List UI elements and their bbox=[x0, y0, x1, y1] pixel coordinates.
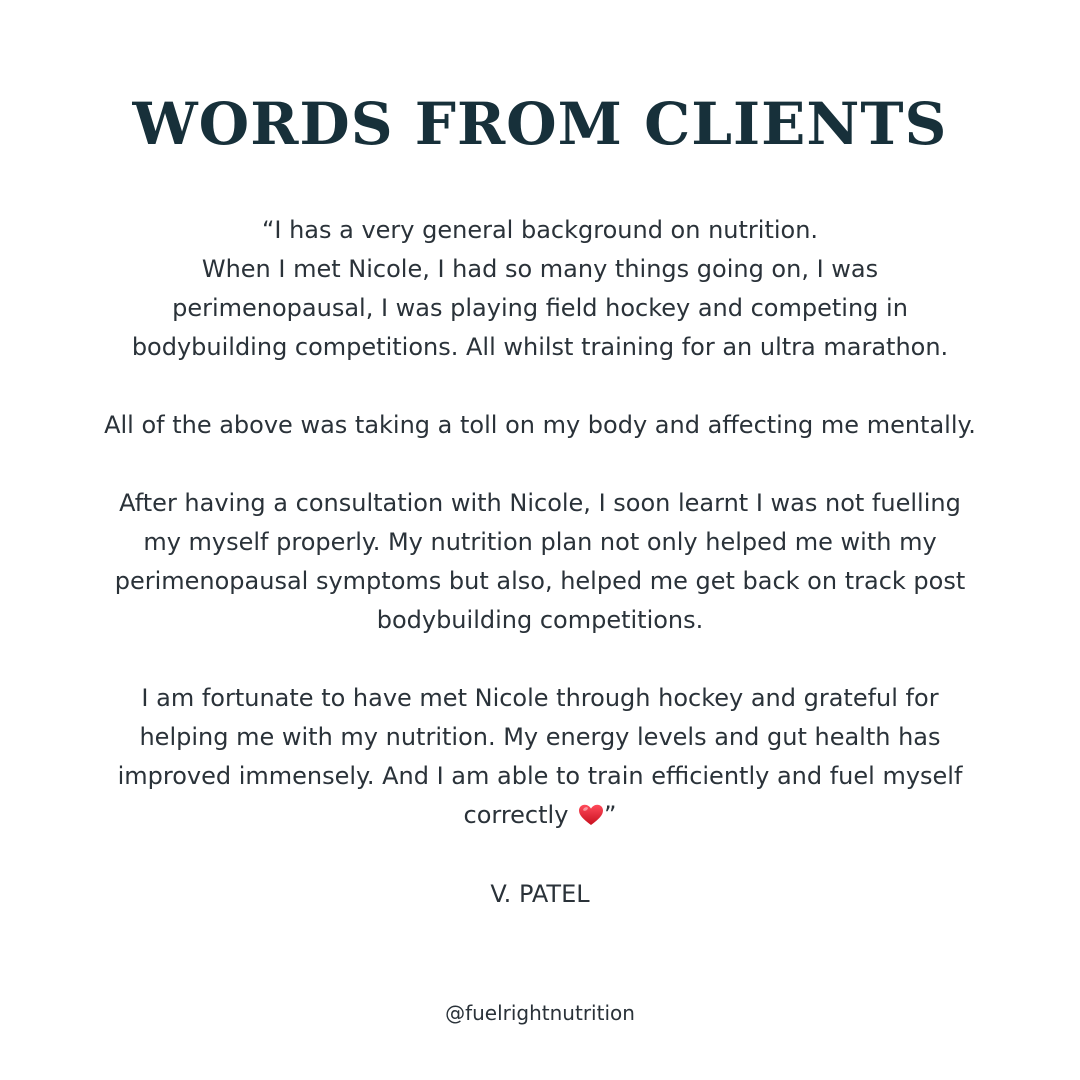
red-heart-emoji-icon bbox=[578, 804, 604, 826]
quote-line: After having a consultation with Nicole, I soon learnt I was not fuelling bbox=[119, 489, 961, 517]
testimonial-paragraph-1 bbox=[0, 211, 1080, 367]
quote-line: “I has a very general background on nutrition. bbox=[261, 216, 819, 244]
paragraph-spacer bbox=[0, 445, 1080, 484]
quote-line: improved immensely. And I am able to train efficiently and fuel myself bbox=[117, 762, 963, 790]
testimonial-quote bbox=[0, 211, 1080, 835]
quote-line: bodybuilding competitions. bbox=[376, 606, 704, 634]
quote-line: perimenopausal, I was playing field hockey and competing in bbox=[172, 294, 908, 322]
testimonial-paragraph-2 bbox=[0, 406, 1080, 445]
quote-line: my myself properly. My nutrition plan not only helped me with my bbox=[143, 528, 937, 556]
quote-line-final bbox=[0, 796, 1080, 835]
quote-line: When I met Nicole, I had so many things going on, I was bbox=[201, 255, 879, 283]
page-title: WORDS FROM CLIENTS bbox=[132, 90, 948, 158]
quote-line: perimenopausal symptoms but also, helped me get back on track post bbox=[114, 567, 966, 595]
quote-final-word: correctly bbox=[463, 801, 569, 829]
testimonial-paragraph-4 bbox=[0, 679, 1080, 835]
paragraph-spacer bbox=[0, 367, 1080, 406]
quote-line: All of the above was taking a toll on my body and affecting me mentally. bbox=[104, 411, 976, 439]
quote-line: bodybuilding competitions. All whilst training for an ultra marathon. bbox=[131, 333, 949, 361]
paragraph-spacer bbox=[0, 640, 1080, 679]
testimonial-paragraph-3 bbox=[0, 484, 1080, 640]
quote-line: helping me with my nutrition. My energy levels and gut health has bbox=[139, 723, 941, 751]
client-signature: V. PATEL bbox=[490, 880, 590, 908]
social-handle: @fuelrightnutrition bbox=[445, 1001, 635, 1025]
closing-quote-mark: ” bbox=[604, 801, 617, 829]
quote-line: I am fortunate to have met Nicole through hockey and grateful for bbox=[141, 684, 939, 712]
